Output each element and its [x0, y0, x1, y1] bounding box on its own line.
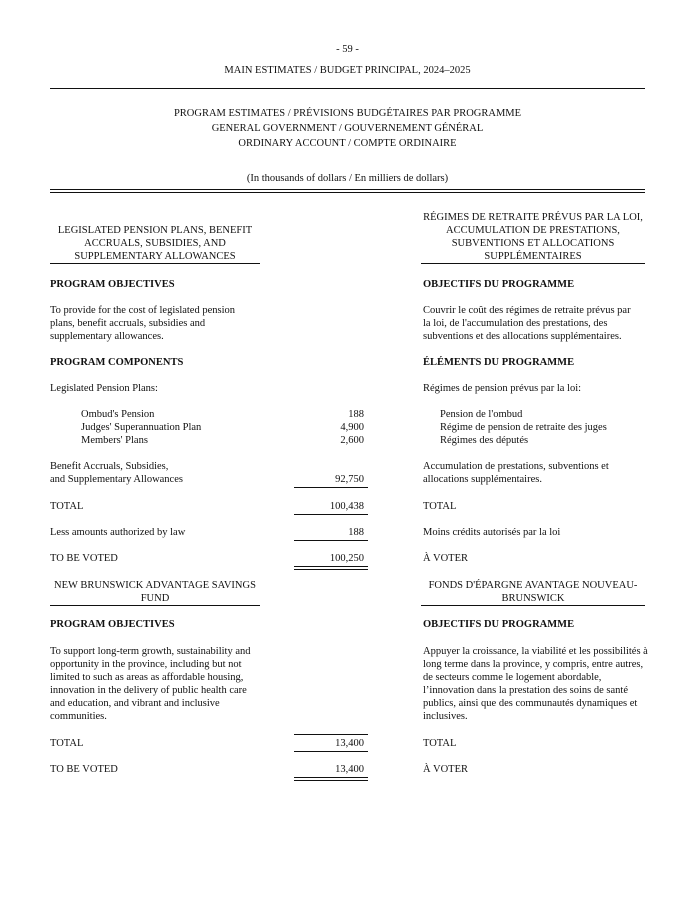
objectives-text-en: opportunity in the province, including but not — [50, 659, 242, 670]
objectives-text-en: communities. — [50, 711, 107, 722]
voted-label-en: TO BE VOTED — [50, 764, 118, 775]
benefit-label-en: Benefit Accruals, Subsidies, — [50, 461, 169, 472]
objectives-text-fr: Appuyer la croissance, la viabilité et les possibilités à — [423, 646, 648, 657]
voted-label-fr: À VOTER — [423, 553, 469, 564]
objectives-heading-fr: OBJECTIFS DU PROGRAMME — [423, 279, 575, 290]
benefit-value: 92,750 — [335, 474, 364, 485]
title-line: FONDS D'ÉPARGNE AVANTAGE NOUVEAU- — [428, 580, 638, 591]
objectives-text-fr: long terme dans la province, y compris, entre autres, — [423, 659, 644, 670]
voted2-double-rule-top — [294, 777, 368, 778]
objectives-text-fr: inclusives. — [423, 711, 468, 722]
voted2-double-rule-bottom — [294, 780, 368, 781]
objectives-text-en: limited to such as areas as affordable housing, — [50, 672, 244, 683]
objectives-text-fr: l’innovation dans la prestation des soins de santé — [423, 685, 629, 696]
total-label-fr: TOTAL — [423, 501, 457, 512]
plan-name-fr: Pension de l'ombud — [440, 409, 523, 420]
less-label-fr: Moins crédits autorisés par la loi — [423, 527, 561, 538]
objectives-text-en: plans, benefit accruals, subsidies and — [50, 318, 206, 329]
header-rule — [50, 88, 645, 89]
section2-title-en-rule — [50, 605, 260, 606]
total2-rule — [294, 751, 368, 752]
title-line: SUPPLEMENTARY ALLOWANCES — [74, 251, 236, 262]
benefit-label-fr: allocations supplémentaires. — [423, 474, 542, 485]
header-line-3: ORDINARY ACCOUNT / COMPTE ORDINAIRE — [238, 138, 457, 149]
pension-plans-label-fr: Régimes de pension prévus par la loi: — [423, 383, 582, 394]
plan-name-fr: Régime de pension de retraite des juges — [440, 422, 607, 433]
total-label-en: TOTAL — [50, 738, 84, 749]
pension-plans-label-en: Legislated Pension Plans: — [50, 383, 158, 394]
less-label-en: Less amounts authorized by law — [50, 527, 186, 538]
components-heading-en: PROGRAM COMPONENTS — [50, 357, 184, 368]
units-rule-bottom — [50, 192, 645, 193]
title-line: ACCUMULATION DE PRESTATIONS, — [446, 225, 620, 236]
title-line: SUPPLÉMENTAIRES — [484, 251, 582, 262]
plan-value: 2,600 — [340, 435, 364, 446]
objectives-text-en: To support long-term growth, sustainability and — [50, 646, 251, 657]
title-line: NEW BRUNSWICK ADVANTAGE SAVINGS — [54, 580, 256, 591]
voted-label-en: TO BE VOTED — [50, 553, 118, 564]
objectives-text-en: and education, and vibrant and inclusive — [50, 698, 220, 709]
plan-value: 4,900 — [340, 422, 364, 433]
objectives-text-en: innovation in the delivery of public health care — [50, 685, 247, 696]
section1-title-en-rule — [50, 263, 260, 264]
title-line: RÉGIMES DE RETRAITE PRÉVUS PAR LA LOI, — [423, 212, 643, 223]
less-value: 188 — [348, 527, 364, 538]
plan-value: 188 — [348, 409, 364, 420]
title-line: BRUNSWICK — [501, 593, 565, 604]
subtotal-rule — [294, 487, 368, 488]
plan-name-en: Judges' Superannuation Plan — [81, 422, 202, 433]
header-line-2: GENERAL GOVERNMENT / GOUVERNEMENT GÉNÉRAL — [211, 123, 484, 134]
running-title: MAIN ESTIMATES / BUDGET PRINCIPAL, 2024–2025 — [224, 65, 471, 76]
less-rule — [294, 540, 368, 541]
plan-name-fr: Régimes des députés — [440, 435, 529, 446]
components-heading-fr: ÉLÉMENTS DU PROGRAMME — [423, 357, 575, 368]
header-line-1: PROGRAM ESTIMATES / PRÉVISIONS BUDGÉTAIRES PAR PROGRAMME — [173, 108, 522, 119]
total-label-en: TOTAL — [50, 501, 84, 512]
objectives-text-fr: publics, ainsi que des communautés dynamiques et — [423, 698, 638, 709]
objectives-heading-en: PROGRAM OBJECTIVES — [50, 619, 175, 630]
voted-double-rule-top — [294, 566, 368, 567]
total-value: 100,438 — [329, 501, 364, 512]
objectives-text-fr: subventions et des allocations supplémentaires. — [423, 331, 622, 342]
objectives-heading-fr: OBJECTIFS DU PROGRAMME — [423, 619, 575, 630]
voted-label-fr: À VOTER — [423, 764, 469, 775]
total2-rule-top — [294, 734, 368, 735]
objectives-text-en: supplementary allowances. — [50, 331, 164, 342]
units-note: (In thousands of dollars / En milliers de dollars) — [246, 173, 449, 184]
title-line: LEGISLATED PENSION PLANS, BENEFIT — [57, 225, 253, 236]
title-line: SUBVENTIONS ET ALLOCATIONS — [451, 238, 615, 249]
objectives-text-fr: Couvrir le coût des régimes de retraite prévus par — [423, 305, 631, 316]
objectives-text-fr: la loi, de l'accumulation des prestations, des — [423, 318, 608, 329]
section1-title-fr-rule — [421, 263, 645, 264]
total-rule — [294, 514, 368, 515]
objectives-heading-en: PROGRAM OBJECTIVES — [50, 279, 175, 290]
total-value: 13,400 — [335, 738, 364, 749]
objectives-text-en: To provide for the cost of legislated pension — [50, 305, 236, 316]
title-line: ACCRUALS, SUBSIDIES, AND — [84, 238, 226, 249]
benefit-label-en: and Supplementary Allowances — [50, 474, 183, 485]
title-line: FUND — [140, 593, 170, 604]
plan-name-en: Members' Plans — [81, 435, 148, 446]
benefit-label-fr: Accumulation de prestations, subventions et — [423, 461, 609, 472]
page-number: - 59 - — [336, 44, 359, 55]
units-rule-top — [50, 189, 645, 190]
objectives-text-fr: de secteurs comme le logement abordable, — [423, 672, 602, 683]
plan-name-en: Ombud's Pension — [81, 409, 155, 420]
voted-value: 100,250 — [329, 553, 364, 564]
voted-double-rule-bottom — [294, 569, 368, 570]
total-label-fr: TOTAL — [423, 738, 457, 749]
section2-title-fr-rule — [421, 605, 645, 606]
voted-value: 13,400 — [335, 764, 364, 775]
